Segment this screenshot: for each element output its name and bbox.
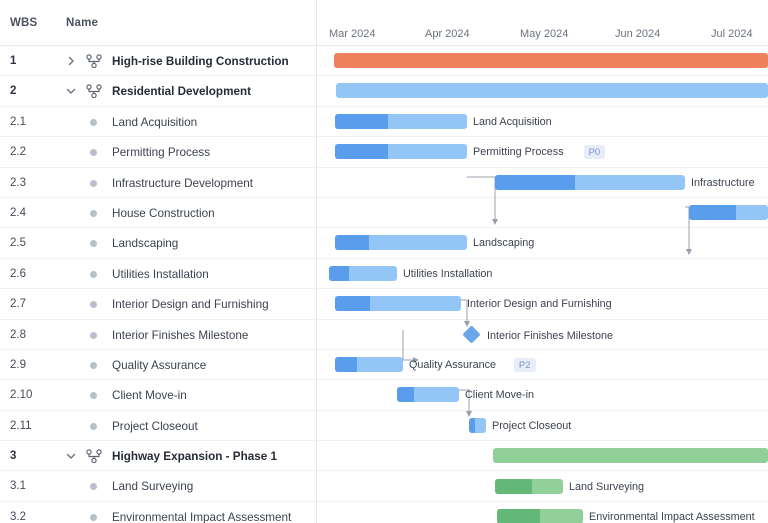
column-header-name: Name — [66, 17, 99, 29]
gantt-bar[interactable] — [397, 387, 459, 402]
row-name: High-rise Building Construction — [112, 55, 289, 68]
gantt-bar-progress — [497, 509, 540, 523]
row-name: Land Surveying — [112, 480, 194, 494]
row-name: Interior Finishes Milestone — [112, 328, 249, 342]
gantt-bar-label: Client Move-in — [465, 389, 535, 402]
gantt-bar[interactable] — [336, 83, 768, 98]
timeline-canvas — [317, 46, 768, 523]
row-name: Landscaping — [112, 237, 179, 251]
bullet-dot-icon — [90, 392, 97, 399]
column-header-wbs: WBS — [10, 17, 38, 29]
bullet-dot-icon — [90, 240, 97, 247]
row-name: Interior Design and Furnishing — [112, 298, 269, 312]
row-wbs: 3 — [10, 450, 17, 463]
gantt-bar-progress — [397, 387, 414, 402]
gantt-bar-label: Environmental Impact Assessment — [589, 511, 755, 523]
bullet-dot-icon — [90, 149, 97, 156]
gantt-bar-progress — [335, 144, 388, 159]
gantt-bar[interactable] — [335, 235, 467, 250]
row-wbs: 2.3 — [10, 176, 26, 189]
gantt-bar-label: Quality Assurance — [409, 359, 497, 371]
row-wbs: 2 — [10, 85, 17, 98]
gantt-bar-progress — [495, 479, 532, 494]
gantt-bar[interactable] — [495, 479, 563, 494]
row-wbs: 2.11 — [10, 419, 32, 432]
task-node-icon — [86, 54, 102, 68]
gantt-bar-label: Permitting Process — [473, 146, 564, 159]
gantt-bar-progress — [495, 175, 575, 190]
chevron-right-icon[interactable] — [64, 54, 78, 68]
month-label: Jul 2024 — [711, 28, 753, 40]
row-name: Utilities Installation — [112, 267, 209, 281]
gantt-bar[interactable] — [493, 448, 768, 463]
priority-chip: P2 — [514, 358, 536, 372]
row-wbs: 2.9 — [10, 358, 26, 371]
row-wbs: 2.2 — [10, 146, 26, 159]
gantt-bar[interactable] — [689, 205, 768, 220]
row-wbs: 3.1 — [10, 480, 26, 493]
chevron-down-icon[interactable] — [64, 84, 78, 98]
row-wbs: 2.4 — [10, 206, 26, 219]
bullet-dot-icon — [90, 362, 97, 369]
gantt-bar-label: Interior Design and Furnishing — [467, 298, 612, 311]
row-wbs: 1 — [10, 55, 17, 67]
row-wbs: 2.1 — [10, 115, 26, 128]
bullet-dot-icon — [90, 210, 97, 217]
gantt-bar[interactable] — [335, 144, 467, 159]
gantt-bar-label: Land Surveying — [569, 480, 645, 493]
gantt-bar-progress — [335, 114, 388, 129]
gantt-bar[interactable] — [329, 266, 397, 281]
gantt-bar[interactable] — [334, 53, 768, 68]
row-wbs: 2.8 — [10, 328, 26, 341]
row-name: Project Closeout — [112, 419, 198, 433]
gantt-bar[interactable] — [469, 418, 486, 433]
milestone-label: Interior Finishes Milestone — [487, 329, 614, 342]
task-node-icon — [86, 84, 102, 98]
chevron-down-icon[interactable] — [64, 449, 78, 463]
row-wbs: 2.6 — [10, 267, 26, 280]
month-label: Jun 2024 — [615, 28, 661, 40]
gantt-bar-progress — [469, 418, 475, 433]
row-name: Highway Expansion - Phase 1 — [112, 450, 277, 464]
gantt-bar[interactable] — [495, 175, 685, 190]
bullet-dot-icon — [90, 271, 97, 278]
row-wbs: 2.7 — [10, 298, 26, 311]
row-name: Client Move-in — [112, 389, 187, 403]
table-header — [0, 0, 768, 46]
timeline-month-scale — [317, 0, 768, 45]
gantt-bar-label: Project Closeout — [492, 419, 572, 432]
gantt-bar-label: Infrastructure — [691, 176, 755, 189]
row-wbs: 2.5 — [10, 237, 26, 250]
gantt-bar-progress — [335, 235, 369, 250]
gantt-bar-progress — [335, 296, 370, 311]
bullet-dot-icon — [90, 332, 97, 339]
gantt-bar[interactable] — [497, 509, 583, 523]
priority-chip: P0 — [584, 145, 606, 159]
bullet-dot-icon — [90, 423, 97, 430]
row-name: House Construction — [112, 206, 215, 220]
gantt-bar[interactable] — [335, 357, 403, 372]
row-name: Permitting Process — [112, 146, 211, 160]
bullet-dot-icon — [90, 301, 97, 308]
bullet-dot-icon — [90, 483, 97, 490]
task-node-icon — [86, 449, 102, 463]
row-name: Infrastructure Development — [112, 176, 253, 190]
row-name: Quality Assurance — [112, 358, 207, 372]
row-name: Residential Development — [112, 85, 251, 99]
row-wbs: 3.2 — [10, 510, 26, 523]
row-name: Environmental Impact Assessment — [112, 510, 292, 523]
gantt-bar-progress — [329, 266, 349, 281]
month-label: May 2024 — [520, 28, 569, 40]
gantt-bar-label: Land Acquisition — [473, 115, 552, 128]
gantt-bar-progress — [689, 205, 736, 220]
bullet-dot-icon — [90, 514, 97, 521]
gantt-bar-progress — [335, 357, 357, 372]
bullet-dot-icon — [90, 119, 97, 126]
month-label: Mar 2024 — [329, 28, 376, 40]
row-wbs: 2.10 — [10, 389, 33, 402]
gantt-bar[interactable] — [335, 114, 467, 129]
bullet-dot-icon — [90, 180, 97, 187]
gantt-bar-label: Utilities Installation — [403, 267, 493, 280]
gantt-bar[interactable] — [335, 296, 461, 311]
gantt-bar-label: Landscaping — [473, 237, 535, 250]
month-label: Apr 2024 — [425, 28, 470, 40]
row-name: Land Acquisition — [112, 115, 198, 129]
